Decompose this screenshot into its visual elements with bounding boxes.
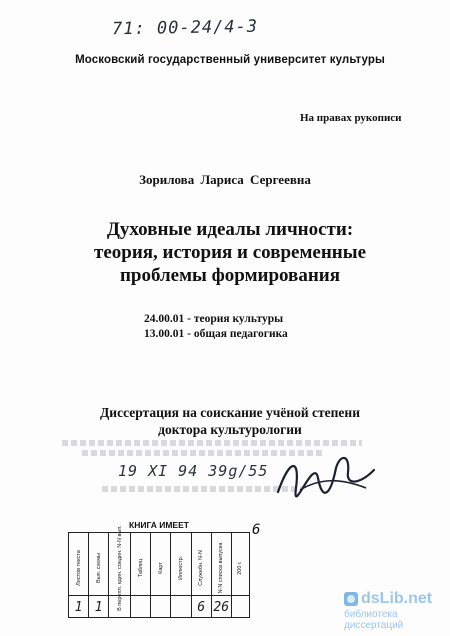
book-contents-table — [68, 520, 250, 620]
manuscript-rights-note: На правах рукописи — [300, 112, 402, 124]
dslib-subtitle: библиотека диссертаций — [344, 609, 404, 631]
book-col-schemes: Вып. схемы 1 — [89, 533, 109, 617]
dslib-logo-icon — [344, 592, 358, 606]
dslib-name: dsLib.net — [361, 590, 433, 607]
dslib-watermark — [344, 590, 448, 631]
book-col-illustrations: Иллюстр. — [171, 533, 191, 617]
dslib-logo — [344, 590, 448, 608]
book-col-service: Служебн. N-N 6 — [192, 533, 212, 617]
book-table-heading: КНИГА ИМЕЕТ — [129, 520, 189, 530]
dissertation-title — [60, 218, 400, 287]
degree-line-1: Диссертация на соискание учёной степени — [100, 405, 360, 420]
handwritten-side-number: 6 — [252, 522, 261, 538]
handwritten-catalog-code: 71: 00-24/4-3 — [111, 16, 259, 40]
specialty-codes — [144, 312, 288, 342]
book-col-list: N-N списка выпуска 26 — [212, 533, 232, 617]
book-col-sheets: Листов текста 1 — [69, 533, 89, 617]
title-line-2: теория, история и современные — [93, 242, 367, 263]
book-col-tables: Таблиц — [131, 533, 151, 617]
title-line-3: проблемы формирования — [119, 265, 340, 286]
title-line-1: Духовные идеалы личности: — [106, 219, 354, 240]
university-name: Московский государственный университет культуры — [75, 54, 385, 66]
handwritten-date-number: 19 XI 94 39g/55 — [118, 462, 269, 480]
book-col-year: 200 г. — [237, 561, 244, 575]
author-name: Зорилова Лариса Сергеевна — [139, 172, 311, 187]
specialty-2: 13.00.01 - общая педагогика — [144, 328, 288, 340]
degree-statement — [60, 404, 400, 438]
degree-line-2: доктора культурологии — [158, 422, 302, 437]
specialty-1: 24.00.01 - теория культуры — [144, 313, 284, 325]
signature-icon — [270, 448, 380, 509]
book-col-maps: Карт — [151, 533, 171, 617]
book-col-binding: В перепл. един. соедин. N-N вып. — [109, 533, 131, 617]
